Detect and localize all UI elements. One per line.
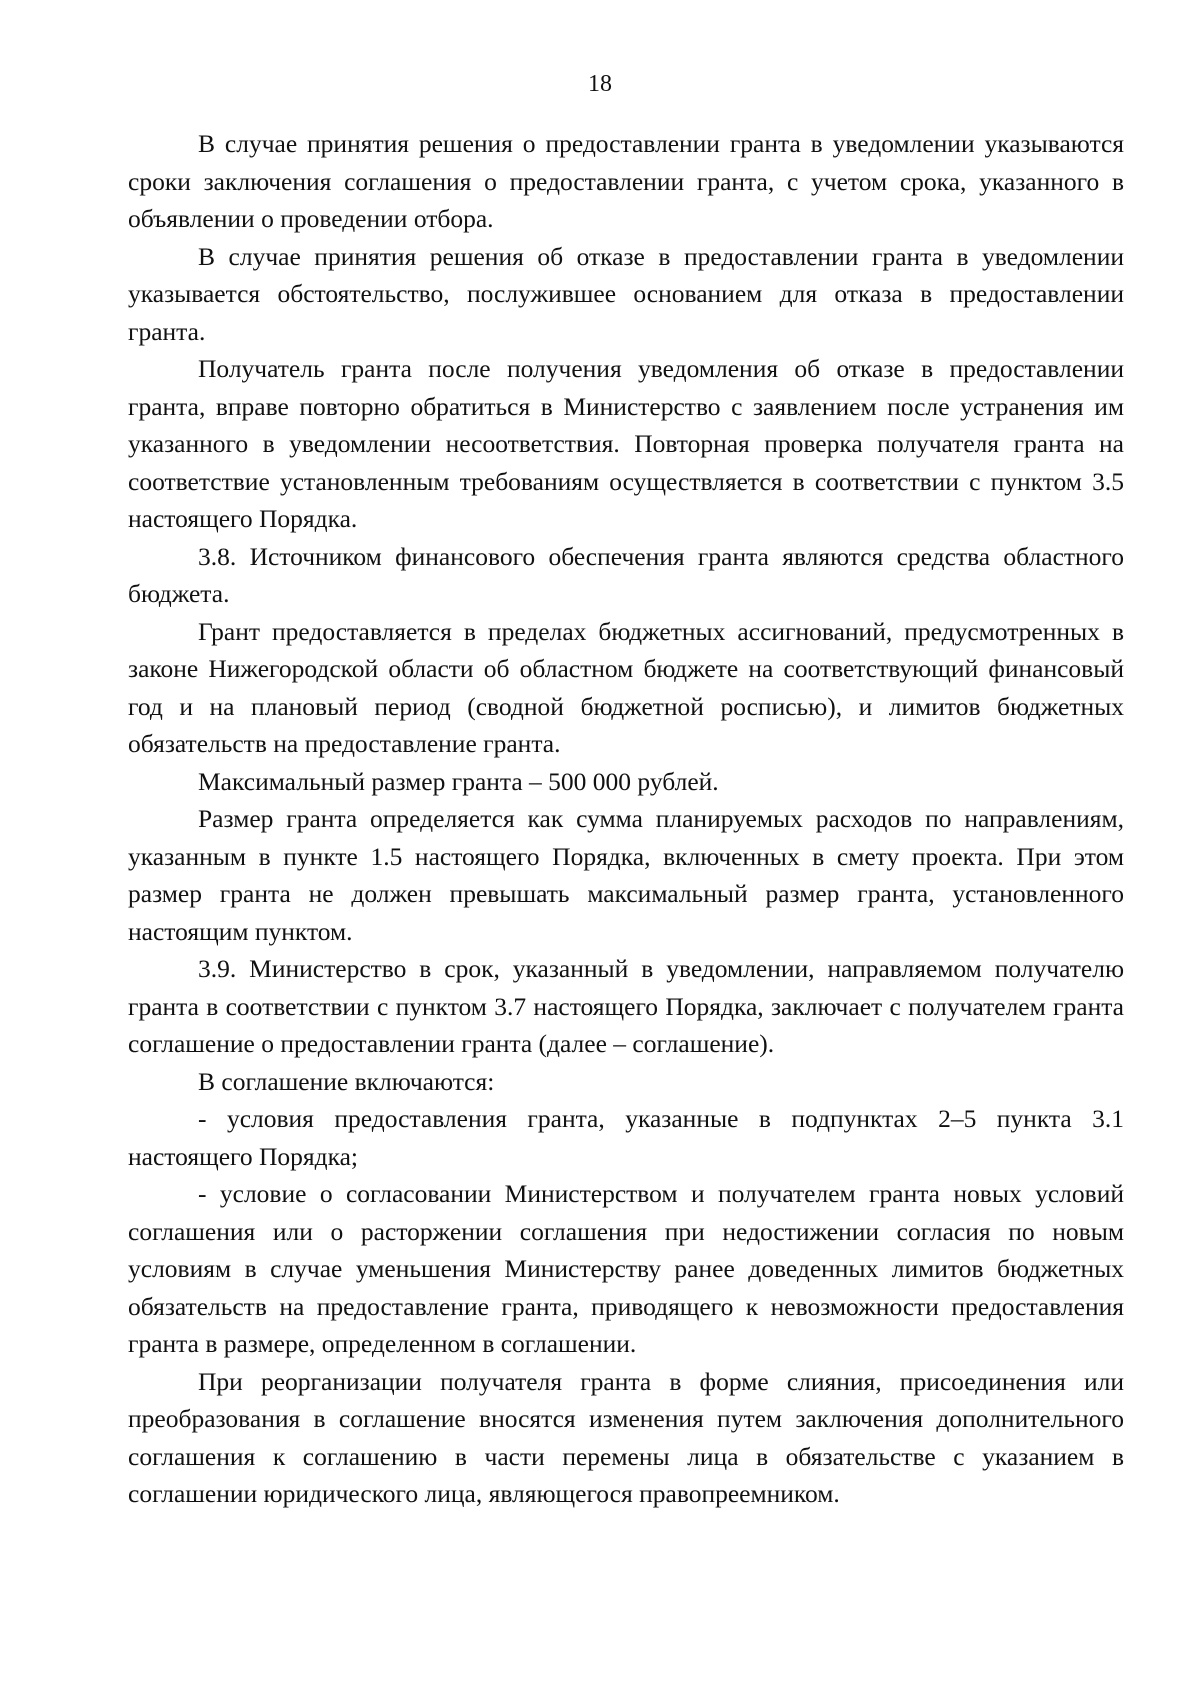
page-number: 18 xyxy=(588,71,612,97)
paragraph: Размер гранта определяется как сумма планируемых расходов по направлениям, указанным в пункте 1.5 настоящего Порядка, включенных в смету проекта. При этом размер гранта не должен превышать максимальный размер гранта, установленного настоящим пунктом. xyxy=(128,804,1124,946)
paragraph: В случае принятия решения об отказе в предоставлении гранта в уведомлении указывается обстоятельство, послужившее основанием для отказа в предоставлении гранта. xyxy=(128,241,1124,346)
paragraph-section-3-9: 3.9. Министерство в срок, указанный в уведомлении, направляемом получателю гранта в соответствии с пунктом 3.7 настоящего Порядка, заключает с получателем гранта соглашение о предоставлении гранта (далее – соглашение). xyxy=(128,954,1124,1058)
paragraph: В соглашение включаются: xyxy=(198,1066,495,1096)
paragraph: Грант предоставляется в пределах бюджетных ассигнований, предусмотренных в законе Нижегородской области об областном бюджете на соответствующий финансовый год и на плановый период (сводной бюджетной росписью), и лимитов бюджетных обязательств на предоставление гранта. xyxy=(128,616,1124,758)
paragraph-max-grant: Максимальный размер гранта – 500 000 рублей. xyxy=(198,766,719,796)
paragraph-section-3-8: 3.8. Источником финансового обеспечения гранта являются средства областного бюджета. xyxy=(128,541,1124,608)
list-item: - условие о согласовании Министерством и получателем гранта новых условий соглашения или о расторжении соглашения при недостижении согласия по новым условиям в случае уменьшения Министерству ранее доведенных лимитов бюджетных обязательств на предоставление гранта, приводящего к невозможности предоставления гранта в размере, определенном в соглашении. xyxy=(128,1179,1124,1358)
paragraph: В случае принятия решения о предоставлении гранта в уведомлении указываются сроки заключения соглашения о предоставлении гранта, с учетом срока, указанного в объявлении о проведении отбора. xyxy=(128,129,1124,233)
paragraph: Получатель гранта после получения уведомления об отказе в предоставлении гранта, вправе повторно обратиться в Министерство с заявлением после устранения им указанного в уведомлении несоответствия. Повторная проверка получателя гранта на соответствие установленным требованиям осуществляется в соответствии с пунктом 3.5 настоящего Порядка. xyxy=(128,354,1124,533)
document-body xyxy=(128,125,1124,1513)
paragraph: При реорганизации получателя гранта в форме слияния, присоединения или преобразования в соглашение вносятся изменения путем заключения дополнительного соглашения к соглашению в части перемены лица в обязательстве с указанием в соглашении юридического лица, являющегося правопреемником. xyxy=(128,1366,1124,1508)
list-item: - условия предоставления гранта, указанные в подпунктах 2–5 пункта 3.1 настоящего Порядка; xyxy=(128,1104,1124,1171)
